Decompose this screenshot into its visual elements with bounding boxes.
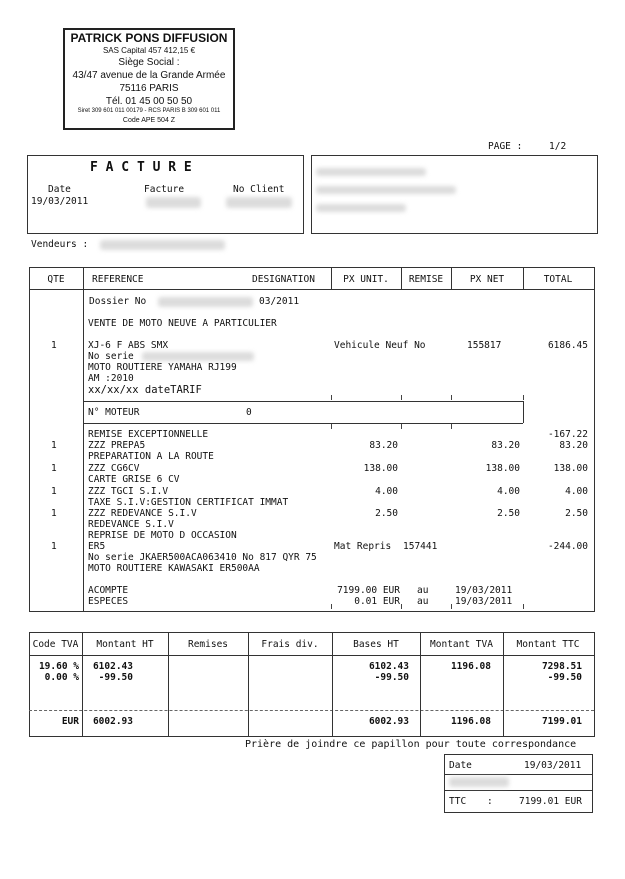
vehicle-qty: 1 (51, 340, 57, 351)
invoice-date: 19/03/2011 (31, 196, 89, 207)
table-row: TAXE S.I.V:GESTION CERTIFICAT IMMAT (88, 497, 289, 508)
page-number: 1/2 (549, 141, 567, 152)
col-header-px-net: PX NET (469, 274, 505, 285)
table-row: CARTE GRISE 6 CV (88, 474, 180, 485)
table-row: 1 ZZZ REDEVANCE S.I.V 2.50 2.50 2.50 (51, 508, 588, 519)
slip-ttc-label: TTC (449, 796, 467, 807)
item-rows (29, 429, 594, 541)
tva-total-ttc: 7199.01 (541, 716, 582, 727)
tva-col-remises: Remises (187, 639, 229, 650)
correspondence-note: Prière de joindre ce papillon pour toute correspondance (245, 739, 577, 750)
table-row: 1 ZZZ TGCI S.I.V 4.00 4.00 4.00 (51, 486, 588, 497)
payment-au: au (417, 585, 429, 596)
tva-col-ttc: Montant TTC (516, 639, 580, 650)
payment-date: 19/03/2011 (455, 596, 513, 607)
stamp-capital: SAS Capital 457 412,15 € (102, 46, 196, 55)
vendeur-name-redacted (100, 240, 225, 250)
tva-ht: 6102.43 (92, 661, 133, 672)
stamp-ape: Code APE 504 Z (122, 117, 176, 124)
stamp-address: 43/47 avenue de la Grande Armée (72, 70, 226, 81)
vehicle-total: 6186.45 (547, 340, 588, 351)
table-row: 1 ZZZ PREPA5 83.20 83.20 83.20 (51, 440, 588, 451)
facture-number-redacted (146, 197, 201, 208)
vehicle-pxnet: 155817 (467, 340, 502, 351)
page-label: PAGE : (488, 141, 523, 152)
company-stamp (63, 28, 235, 130)
col-header-px-unit: PX UNIT. (343, 274, 389, 285)
tva-col-tva: Montant TVA (430, 639, 493, 650)
vehicle-line: MOTO ROUTIERE YAMAHA RJ199 (88, 362, 237, 373)
tva-total-code: EUR (61, 716, 79, 727)
moteur-value: 0 (246, 407, 252, 418)
vente-type: VENTE DE MOTO NEUVE A PARTICULIER (88, 318, 277, 329)
tva-col-ht: Montant HT (96, 639, 154, 650)
vehicle-ref: XJ-6 F ABS SMX (88, 340, 169, 351)
slip-ttc-sep: : (487, 796, 493, 807)
payment-au: au (417, 596, 429, 607)
tva-ht: -99.50 (98, 672, 133, 683)
vehicle-line: AM :2010 (88, 373, 134, 384)
client-label: No Client (233, 184, 285, 195)
payment-amount: 7199.00 EUR (337, 585, 400, 596)
tva-total-ht: 6002.93 (92, 716, 133, 727)
table-row: REDEVANCE S.I.V (88, 519, 174, 530)
vendeurs-label: Vendeurs : (31, 239, 89, 250)
reprise-type: Mat Repris (334, 541, 392, 552)
tva-col-code: Code TVA (32, 639, 79, 650)
address-line-redacted (316, 168, 426, 176)
reprise-total: -244.00 (547, 541, 588, 552)
tva-ttc: -99.50 (547, 672, 582, 683)
tva-total-amount: 1196.08 (450, 716, 491, 727)
col-header-qte: QTE (47, 274, 65, 285)
table-row: 1 ZZZ CG6CV 138.00 138.00 138.00 (51, 463, 588, 474)
tva-col-bases: Bases HT (353, 639, 399, 650)
tva-ttc: 7298.51 (541, 661, 582, 672)
stamp-company: PATRICK PONS DIFFUSION (70, 31, 228, 45)
col-header-total: TOTAL (543, 274, 573, 285)
dossier-number-redacted (158, 297, 253, 307)
tva-code: 0.00 % (44, 672, 79, 683)
dossier-label: Dossier No (89, 296, 147, 307)
dossier-value: 03/2011 (259, 296, 300, 307)
table-row: REPRISE DE MOTO D OCCASION (88, 530, 237, 541)
col-header-remise: REMISE (408, 274, 444, 285)
payment-amount: 0.01 EUR (354, 596, 400, 607)
facture-label: Facture (144, 184, 185, 195)
stamp-tel: Tél. 01 45 00 50 50 (105, 96, 193, 107)
payment-date: 19/03/2011 (455, 585, 513, 596)
vehicle-line: xx/xx/xx dateTARIF (88, 384, 202, 396)
reprise-ref: ER5 (88, 541, 106, 552)
table-row: PREPARATION A LA ROUTE (88, 451, 214, 462)
vehicle-type: Vehicule Neuf No (334, 340, 426, 351)
date-label: Date (48, 184, 71, 195)
client-address-box (311, 155, 598, 234)
client-number-redacted (226, 197, 292, 208)
payment-label: ACOMPTE (88, 585, 129, 596)
reprise-serial: No serie JKAER500ACA063410 No 817 QYR 75 (88, 552, 317, 563)
tva-col-frais: Frais div. (261, 639, 319, 650)
col-header-reference: REFERENCE (92, 274, 144, 285)
moteur-label: N° MOTEUR (88, 407, 140, 418)
tva-amount: 1196.08 (450, 661, 491, 672)
col-header-designation: DESIGNATION (252, 274, 315, 285)
stamp-siret: Siret 309 601 011 00179 - RCS PARIS B 309 601 011 (77, 108, 221, 114)
tva-bases: 6102.43 (368, 661, 409, 672)
tva-code: 19.60 % (38, 661, 79, 672)
address-line-redacted (316, 204, 406, 212)
tva-bases: -99.50 (374, 672, 409, 683)
slip-ttc-value: 7199.01 EUR (519, 796, 582, 807)
reprise-model: MOTO ROUTIERE KAWASAKI ER500AA (88, 563, 260, 574)
invoice-title: F A C T U R E (90, 160, 192, 175)
tva-total-bases: 6002.93 (368, 716, 409, 727)
table-row: REMISE EXCEPTIONNELLE -167.22 (88, 429, 588, 440)
payment-label: ESPECES (88, 596, 129, 607)
slip-date-label: Date (449, 760, 472, 771)
reprise-number: 157441 (403, 541, 438, 552)
stamp-siege: Siège Social : (118, 57, 180, 68)
slip-ref-redacted (449, 777, 509, 787)
vehicle-line: No serie (88, 351, 134, 362)
reprise-qty: 1 (51, 541, 57, 552)
serial-redacted (142, 352, 254, 361)
slip-date-value: 19/03/2011 (524, 760, 582, 771)
stamp-city: 75116 PARIS (119, 83, 179, 94)
address-line-redacted (316, 186, 456, 194)
